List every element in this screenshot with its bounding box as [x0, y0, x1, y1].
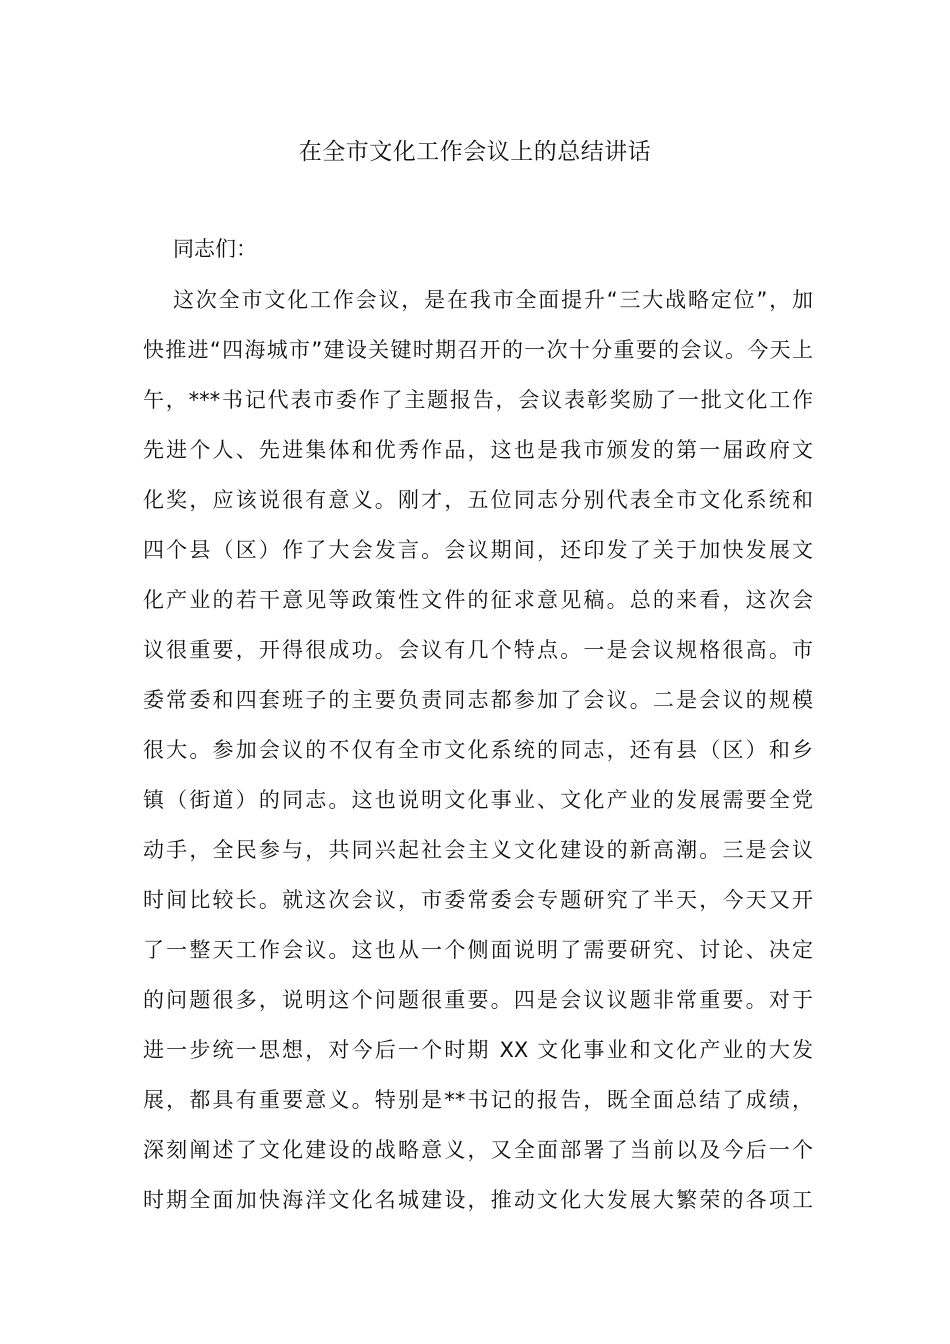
paragraph-line: 四个县（区）作了大会发言。会议期间，还印发了关于加快发展文 [143, 538, 813, 562]
paragraph-line: 时期全面加快海洋文化名城建设，推动文化大发展大繁荣的各项工 [143, 1188, 813, 1212]
paragraph-line: 这次全市文化工作会议，是在我市全面提升“三大战略定位”，加 [173, 288, 813, 312]
paragraph-line: 委常委和四套班子的主要负责同志都参加了会议。二是会议的规模 [143, 688, 813, 712]
paragraph-line: 化产业的若干意见等政策性文件的征求意见稿。总的来看，这次会 [143, 588, 813, 612]
body-paragraph [143, 280, 813, 1230]
document-title: 在全市文化工作会议上的总结讲话 [298, 139, 652, 165]
paragraph-line: 快推进“四海城市”建设关键时期召开的一次十分重要的会议。今天上 [143, 338, 813, 362]
paragraph-line: 的问题很多，说明这个问题很重要。四是会议议题非常重要。对于 [143, 988, 813, 1012]
paragraph-line: 午，***书记代表市委作了主题报告，会议表彰奖励了一批文化工作 [143, 388, 813, 412]
paragraph-line: 议很重要，开得很成功。会议有几个特点。一是会议规格很高。市 [143, 638, 813, 662]
paragraph-line: 时间比较长。就这次会议，市委常委会专题研究了半天，今天又开 [143, 888, 813, 912]
paragraph-line: 进一步统一思想，对今后一个时期 XX 文化事业和文化产业的大发 [143, 1038, 813, 1062]
paragraph-line: 先进个人、先进集体和优秀作品，这也是我市颁发的第一届政府文 [143, 438, 813, 462]
paragraph-line: 了一整天工作会议。这也从一个侧面说明了需要研究、讨论、决定 [143, 938, 813, 962]
paragraph-line: 镇（街道）的同志。这也说明文化事业、文化产业的发展需要全党 [143, 788, 813, 812]
paragraph-line: 深刻阐述了文化建设的战略意义，又全面部署了当前以及今后一个 [143, 1138, 813, 1162]
paragraph-line: 展，都具有重要意义。特别是**书记的报告，既全面总结了成绩， [143, 1088, 813, 1112]
paragraph-line: 化奖，应该说很有意义。刚才，五位同志分别代表全市文化系统和 [143, 488, 813, 512]
paragraph-line: 很大。参加会议的不仅有全市文化系统的同志，还有县（区）和乡 [143, 738, 813, 762]
paragraph-line: 动手，全民参与，共同兴起社会主义文化建设的新高潮。三是会议 [143, 838, 813, 862]
salutation: 同志们： [173, 237, 257, 261]
